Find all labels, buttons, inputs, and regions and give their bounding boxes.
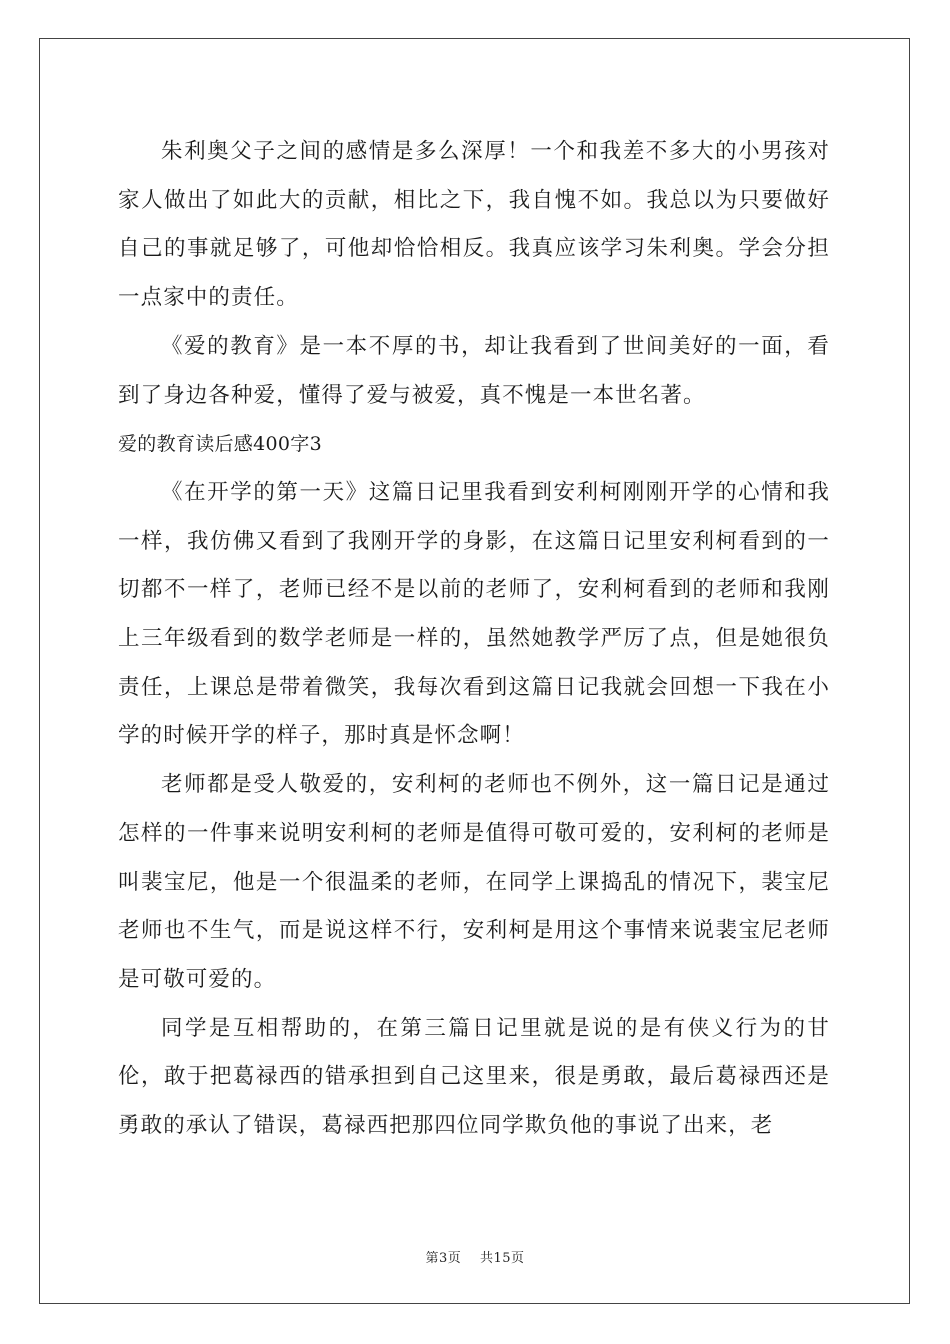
- paragraph: 同学是互相帮助的，在第三篇日记里就是说的是有侠义行为的甘伦，敢于把葛禄西的错承担到自己这里来，很是勇敢，最后葛禄西还是勇敢的承认了错误，葛禄西把那四位同学欺负他的事说了出来，老: [118, 1015, 830, 1139]
- paragraph: 《在开学的第一天》这篇日记里我看到安利柯刚刚开学的心情和我一样，我仿佛又看到了我刚开学的身影，在这篇日记里安利柯看到的一切都不一样了，老师已经不是以前的老师了，安利柯看到的老师和我刚上三年级看到的数学老师是一样的，虽然她教学严厉了点，但是她很负责任，上课总是带着微笑，我每次看到这篇日记我就会回想一下我在小学的时候开学的样子，那时真是怀念啊！: [118, 479, 830, 749]
- paragraph: 《爱的教育》是一本不厚的书，却让我看到了世间美好的一面，看到了身边各种爱，懂得了爱与被爱，真不愧是一本世名著。: [118, 333, 830, 408]
- paragraph: 朱利奥父子之间的感情是多么深厚！一个和我差不多大的小男孩对家人做出了如此大的贡献，相比之下，我自愧不如。我总以为只要做好自己的事就足够了，可他却恰恰相反。我真应该学习朱利奥。学会分担一点家中的责任。: [118, 139, 830, 311]
- paragraph: 老师都是受人敬爱的，安利柯的老师也不例外，这一篇日记是通过怎样的一件事来说明安利柯的老师是值得可敬可爱的，安利柯的老师是叫裴宝尼，他是一个很温柔的老师，在同学上课捣乱的情况下，裴宝尼老师也不生气，而是说这样不行，安利柯是用这个事情来说裴宝尼老师是可敬可爱的。: [118, 772, 830, 992]
- page-total: 共15页: [479, 1251, 525, 1266]
- page-footer: [0, 1247, 950, 1266]
- page-number: 第3页: [425, 1251, 462, 1266]
- section-heading: 爱的教育读后感400字3: [118, 433, 322, 456]
- document-body: [118, 128, 830, 1151]
